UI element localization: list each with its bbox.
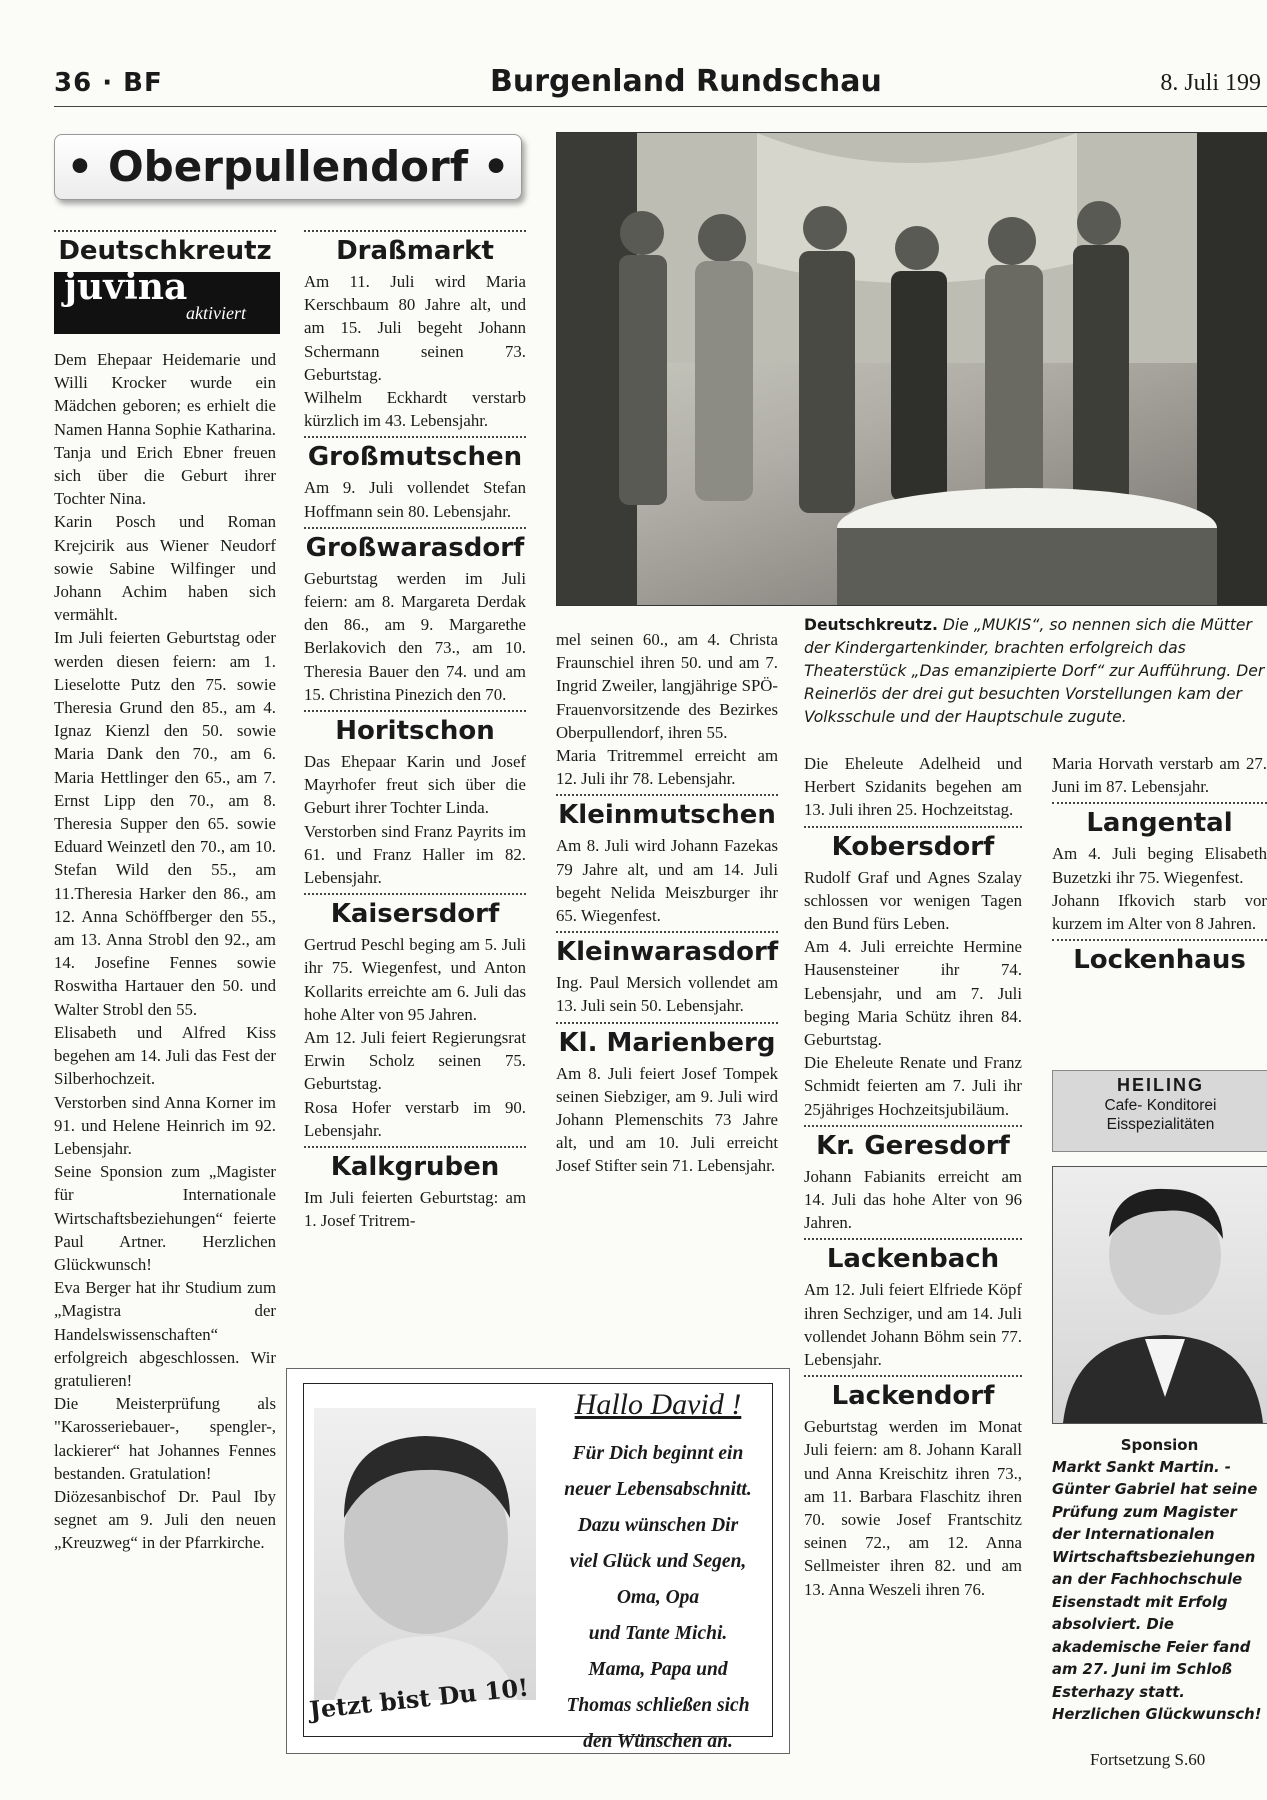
paragraph: Wilhelm Eckhardt verstarb kürzlich im 43. Lebensjahr. — [304, 388, 526, 431]
heiling-line-1: Cafe- Konditorei — [1104, 1097, 1217, 1114]
ad-jetzt-text: Jetzt bist Du 10! — [307, 1672, 531, 1725]
dotted-separator — [556, 794, 778, 796]
column-4 — [804, 752, 1022, 1601]
ad-line: Mama, Papa und — [588, 1659, 728, 1680]
boy-illustration — [314, 1408, 536, 1700]
paragraph: Am 4. Juli erreichte Hermine Hausensteiner ihr 74. Lebensjahr, und am 7. Juli beging Maria Schütz ihren 84. Geburtstag. — [804, 937, 1022, 1050]
issue-date: 8. Juli 199 — [1160, 70, 1261, 96]
place-title: Lockenhaus — [1073, 945, 1246, 976]
sponsion-text: Markt Sankt Martin. - Günter Gabriel hat seine Prüfung zum Magister der Internationalen Wirtschaftsbeziehungen an der Fachhochschule Eisenstadt mit Erfolg absolviert. Die akademische Feier fand am 27. Juni im Schloß Esterhazy statt. Herzlichen Glückwunsch! — [1052, 1458, 1262, 1723]
boy-photo — [314, 1408, 536, 1700]
portrait-illustration — [1053, 1167, 1267, 1423]
dotted-separator — [804, 1375, 1022, 1377]
paragraph: Am 11. Juli wird Maria Kerschbaum 80 Jahre alt, und am 15. Juli begeht Johann Schermann seinen 73. Geburtstag. — [304, 272, 526, 384]
theater-group-photo — [556, 132, 1267, 606]
dotted-separator — [1052, 939, 1267, 941]
place-title: Lackenbach — [826, 1244, 1000, 1275]
place-title: Kleinmutschen — [558, 800, 776, 831]
ad-title: Hallo David ! — [574, 1388, 742, 1421]
sponsion-title: Sponsion — [1120, 1436, 1199, 1454]
paragraph: Diözesanbischof Dr. Paul Iby segnet am 9. Juli den neuen „Kreuzweg“ in der Pfarrkirche. — [54, 1486, 276, 1553]
paragraph: Im Juli feierten Geburtstag oder werden diesen feiern: am 1. Lieselotte Putz den 75. sowie Theresia Grund den 85., am 4. Ignaz Kienzl den 50. sowie Maria Dank den 70., am 6. Maria Hettlinger den 65., am 7. Ernst Lipp den 70., am 8. Theresia Supper den 65. sowie Eduard Weinzetl den 70., am 10. Stefan Wild den 55., am 11.Theresia Harker den 86., am 12. Anna Schöffberger den 55., am 13. Anna Strobl den 92., am 14. Josefine Fennes sowie Roswitha Hartauer den 50. und Walter Strobl den 55. — [54, 628, 276, 1019]
paragraph: Rosa Hofer verstarb im 90. Lebensjahr. — [304, 1097, 526, 1140]
place-title: Horitschon — [335, 716, 495, 747]
juvina-logo-tag: aktiviert — [186, 303, 246, 323]
paragraph: Eva Berger hat ihr Studium zum „Magistra der Handelswissenschaften“ erfolgreich abgeschlossen. Wir gratulieren! — [54, 1278, 276, 1390]
paragraph: Am 12. Juli feiert Regierungsrat Erwin Scholz seinen 75. Geburtstag. — [304, 1028, 526, 1094]
ad-line: viel Glück und Segen, — [569, 1551, 747, 1572]
continuation-note: Fortsetzung S.60 — [1090, 1750, 1206, 1769]
ad-line: und Tante Michi. — [588, 1623, 728, 1644]
photo-illustration — [557, 133, 1267, 605]
paragraph: Verstorben sind Franz Payrits im 61. und Franz Haller im 82. Lebensjahr. — [304, 821, 526, 888]
place-title: Großwarasdorf — [305, 532, 525, 563]
dotted-separator — [804, 826, 1022, 828]
paragraph: Johann Fabianits erreicht am 14. Juli das hohe Alter von 96 Jahren. — [804, 1166, 1022, 1233]
dotted-separator — [1052, 802, 1267, 804]
dotted-separator — [556, 931, 778, 933]
place-title: Kleinwarasdorf — [556, 937, 779, 968]
paragraph: Am 8. Juli wird Johann Fazekas 79 Jahre alt, und am 14. Juli begeht Nelida Meiszburger ihr 65. Wiegenfest. — [556, 836, 778, 926]
paragraph: Geburtstag werden im Monat Juli feiern: am 8. Johann Karall und Anna Kreischitz ihren 73., am 11. Barbara Flaschitz ihren 70. sowie Josef Frantschitz seinen 72., am 12. Anna Sellmeister ihren 82. und am 13. Anna Weszeli ihren 76. — [804, 1417, 1022, 1599]
dotted-separator — [304, 1146, 526, 1148]
caption-lead: Deutschkreutz. — [804, 616, 938, 634]
ad-line: Oma, Opa — [616, 1587, 700, 1608]
paragraph: Elisabeth und Alfred Kiss begehen am 14. Juli das Fest der Silberhochzeit. — [54, 1022, 276, 1089]
paragraph: Im Juli feierten Geburtstag: am 1. Josef Tritrem- — [304, 1188, 526, 1231]
paragraph: Karin Posch und Roman Krejcirik aus Wiener Neudorf sowie Sabine Wilfinger und Johann Achim haben sich vermählt. — [54, 512, 276, 625]
paragraph: Maria Horvath verstarb am 27. Juni im 87. Lebensjahr. — [1052, 754, 1267, 797]
dotted-separator — [304, 893, 526, 895]
dotted-separator — [804, 1238, 1022, 1240]
dotted-separator — [304, 230, 526, 232]
paragraph: Dem Ehepaar Heidemarie und Willi Krocker wurde ein Mädchen geboren; es erhielt die Namen Hanna Sophie Katharina. Tanja und Erich Ebner freuen sich über die Geburt ihrer Tochter Nina. — [54, 350, 276, 509]
newspaper-name: Burgenland Rundschau — [490, 64, 882, 99]
place-title: Kobersdorf — [831, 831, 995, 862]
paragraph: Rudolf Graf und Agnes Szalay schlossen vor wenigen Tagen den Bund fürs Leben. — [804, 867, 1022, 934]
page-header — [54, 62, 1267, 107]
paragraph: Ing. Paul Mersich vollendet am 13. Juli sein 50. Lebensjahr. — [556, 973, 778, 1016]
birthday-ad-frame — [303, 1383, 773, 1752]
place-title: Kaisersdorf — [330, 899, 500, 930]
juvina-logo — [54, 272, 280, 334]
place-title: Deutschkreutz — [58, 236, 272, 266]
heiling-ad — [1052, 1070, 1267, 1152]
portrait-photo — [1052, 1166, 1267, 1424]
paragraph: Das Ehepaar Karin und Josef Mayrhofer freut sich über die Geburt ihrer Tochter Linda. — [304, 752, 526, 818]
column-1-text — [54, 348, 276, 1555]
paragraph: Die Eheleute Adelheid und Herbert Szidanits begehen am 13. Juli ihren 25. Hochzeitstag. — [804, 754, 1022, 820]
sponsion-notice — [1052, 1434, 1267, 1727]
ad-line: den Wünschen an. — [583, 1731, 733, 1752]
ad-line: Thomas schließen sich — [566, 1695, 750, 1716]
place-title: Kl. Marienberg — [558, 1027, 776, 1058]
place-title: Draßmarkt — [336, 236, 494, 266]
dotted-separator — [804, 1125, 1022, 1127]
dotted-separator — [304, 527, 526, 529]
column-2 — [304, 226, 526, 1233]
ad-line: Dazu wünschen Dir — [577, 1515, 739, 1536]
page-number: 36 · BF — [54, 68, 163, 98]
dotted-separator — [304, 436, 526, 438]
caption-text: Die „MUKIS“, so nennen sich die Mütter der Kindergartenkinder, brachten erfolgreich das Theaterstück „Das emanzipierte Dorf“ zur Aufführung. Der Reinerlös der drei gut besuchten Vorstellungen kam der Volksschule und der Hauptschule zugute. — [804, 616, 1265, 726]
region-kicker: • Oberpullendorf • — [54, 134, 522, 200]
ad-line: Für Dich beginnt ein — [572, 1443, 744, 1464]
paragraph: Gertrud Peschl beging am 5. Juli ihr 75. Wiegenfest, und Anton Kollarits erreichte am 6. Juli das hohe Alter von 95 Jahren. — [304, 935, 526, 1024]
paragraph: Die Meisterprüfung als "Karosseriebauer-, spengler-, lackierer“ hat Johannes Fennes bestanden. Gratulation! — [54, 1394, 276, 1483]
place-title: Kalkgruben — [330, 1152, 500, 1183]
column-1 — [54, 226, 276, 1555]
paragraph: Am 9. Juli vollendet Stefan Hoffmann sein 80. Lebensjahr. — [304, 478, 526, 521]
paragraph: Am 8. Juli feiert Josef Tompek seinen Siebziger, am 9. Juli wird Johann Plemenschits 73 Jahre alt, und am 10. Juli erreicht Josef Stifter sein 71. Lebensjahr. — [556, 1063, 778, 1176]
place-title: Lackendorf — [831, 1381, 995, 1412]
column-5 — [1052, 752, 1267, 979]
dotted-separator — [304, 710, 526, 712]
paragraph: Am 12. Juli feiert Elfriede Köpf ihren Sechziger, und am 14. Juli vollendet Johann Böhm sein 77. Lebensjahr. — [804, 1280, 1022, 1370]
heiling-name: HEILING — [1116, 1075, 1204, 1095]
photo-caption — [804, 614, 1267, 729]
dotted-separator — [54, 230, 276, 232]
paragraph: Verstorben sind Anna Korner im 91. und Helene Heinrich im 92. Lebensjahr. — [54, 1092, 276, 1158]
heiling-line-2: Eisspezialitäten — [1106, 1116, 1215, 1133]
paragraph: Maria Tritremmel erreicht am 12. Juli ihr 78. Lebensjahr. — [556, 746, 778, 789]
paragraph: Am 4. Juli beging Elisabeth Buzetzki ihr 75. Wiegenfest. — [1052, 844, 1267, 887]
birthday-ad — [286, 1368, 790, 1754]
place-title: Langental — [1086, 808, 1233, 839]
juvina-logo-word: juvina — [64, 272, 188, 308]
paragraph: Johann Ifkovich starb vor kurzem im Alter von 8 Jahren. — [1052, 890, 1267, 934]
place-title: Kr. Geresdorf — [816, 1130, 1010, 1161]
column-3 — [556, 628, 778, 1178]
ad-message — [544, 1436, 772, 1760]
paragraph: Die Eheleute Renate und Franz Schmidt feierten am 7. Juli ihr 25jähriges Hochzeitsjubiläum. — [804, 1053, 1022, 1119]
paragraph: mel seinen 60., am 4. Christa Fraunschiel ihren 50. und am 7. Ingrid Zweiler, langjährige SPÖ-Frauenvorsitzende des Bezirkes Oberpullendorf, ihren 55. — [556, 630, 778, 742]
place-title: Großmutschen — [307, 442, 523, 473]
dotted-separator — [556, 1022, 778, 1024]
paragraph: Geburtstag werden im Juli feiern: am 8. Margareta Derdak den 86., am 9. Margarethe Berlakovich den 73., am 10. Theresia Bauer den 74. und am 15. Christina Pinezich den 70. — [304, 568, 526, 704]
paragraph: Seine Sponsion zum „Magister für Internationale Wirtschaftsbeziehungen“ feierte Paul Artner. Herzlichen Glückwunsch! — [54, 1162, 276, 1274]
ad-line: neuer Lebensabschnitt. — [564, 1479, 752, 1500]
